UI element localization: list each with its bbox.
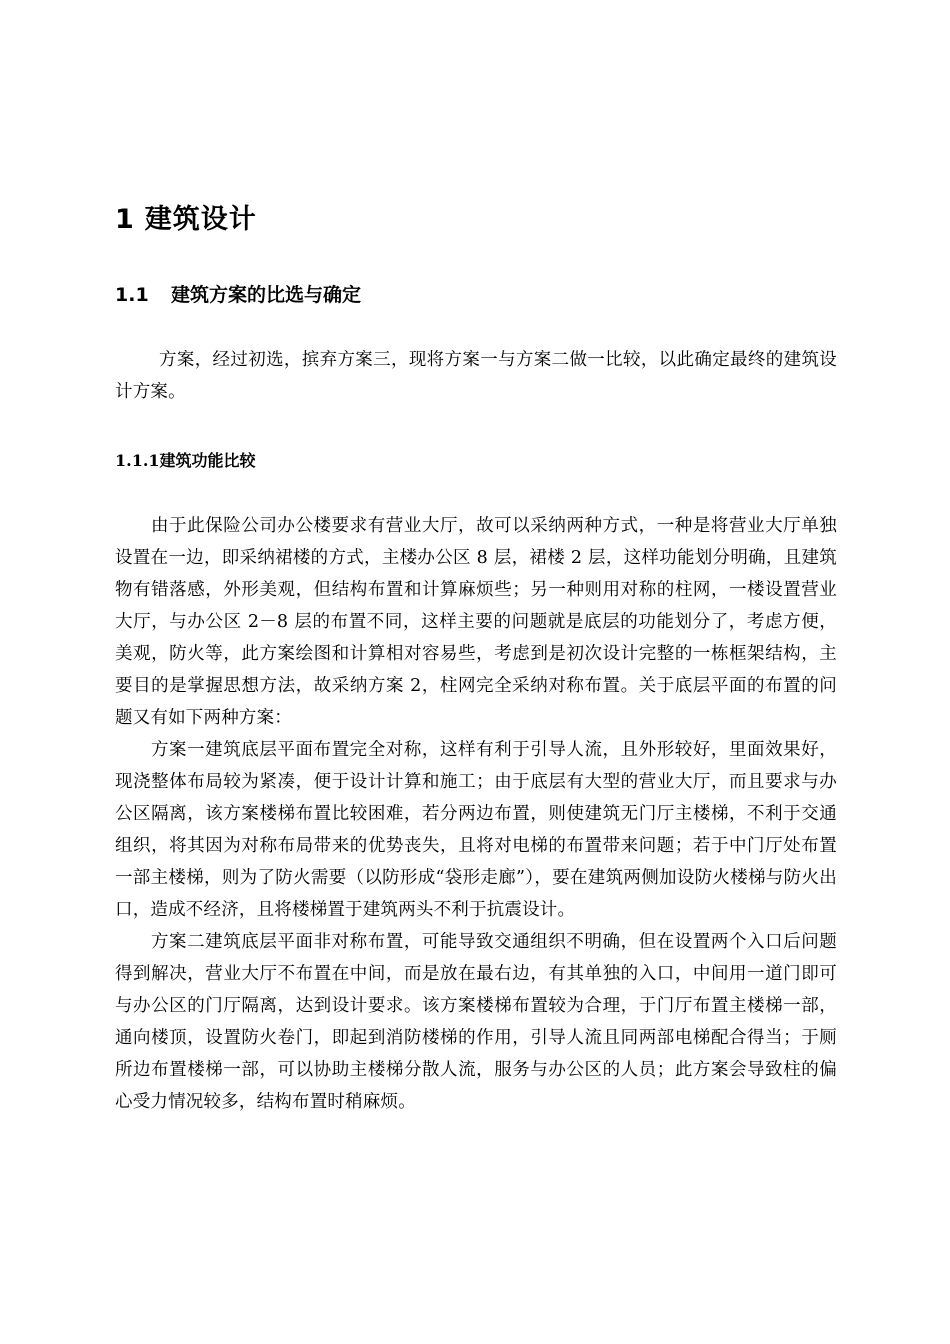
section-title: 建筑方案的比选与确定 [171, 284, 362, 306]
paragraph-scheme-two: 方案二建筑底层平面非对称布置，可能导致交通组织不明确，但在设置两个入口后问题得到解决，营业大厅不布置在中间，而是放在最右边，有其单独的入口，中间用一道门即可与办公区的门厅隔离，达到设计要求。该方案楼梯布置较为合理，于门厅布置主楼梯一部，通向楼顶，设置防火卷门，即起到消防楼梯的作用，引导人流且同两部电梯配合得当；于厕所边布置楼梯一部，可以协助主楼梯分散人流，服务与办公区的人员；此方案会导致柱的偏心受力情况较多，结构布置时稍麻烦。 [115, 932, 837, 1112]
body-text [115, 510, 837, 1118]
section-heading [115, 280, 837, 310]
paragraph-function-comparison: 由于此保险公司办公楼要求有营业大厅，故可以采纳两种方式，一种是将营业大厅单独设置在一边，即采纳裙楼的方式，主楼办公区 8 层，裙楼 2 层，这样功能划分明确，且建筑物有错落感，外形美观，但结构布置和计算麻烦些；另一种则用对称的柱网，一楼设置营业大厅，与办公区 2－8 层的布置不同，这样主要的问题就是底层的功能划分了，考虑方便，美观，防火等，此方案绘图和计算相对容易些，考虑到是初次设计完整的一栋框架结构，主要目的是掌握思想方法，故采纳方案 2，柱网完全采纳对称布置。关于底层平面的布置的问题又有如下两种方案： [115, 516, 837, 728]
subsection-number: 1.1.1 [115, 451, 160, 470]
intro-paragraph: 方案，经过初选，摈弃方案三，现将方案一与方案二做一比较，以此确定最终的建筑设计方案。 [115, 350, 837, 402]
subsection-title: 建筑功能比较 [159, 451, 256, 470]
chapter-number: 1 [115, 204, 135, 235]
subsection-heading [115, 448, 837, 474]
chapter-heading [115, 200, 837, 240]
chapter-title: 建筑设计 [144, 204, 257, 235]
paragraph-scheme-one: 方案一建筑底层平面布置完全对称，这样有利于引导人流，且外形较好，里面效果好，现浇整体布局较为紧凑，便于设计计算和施工；由于底层有大型的营业大厅，而且要求与办公区隔离，该方案楼梯布置比较困难，若分两边布置，则使建筑无门厅主楼梯，不利于交通组织，将其因为对称布局带来的优势丧失，且将对电梯的布置带来问题；若于中门厅处布置一部主楼梯，则为了防火需要（以防形成“袋形走廊”），要在建筑两侧加设防火楼梯与防火出口，造成不经济，且将楼梯置于建筑两头不利于抗震设计。 [115, 740, 837, 920]
section-number: 1.1 [115, 284, 149, 306]
